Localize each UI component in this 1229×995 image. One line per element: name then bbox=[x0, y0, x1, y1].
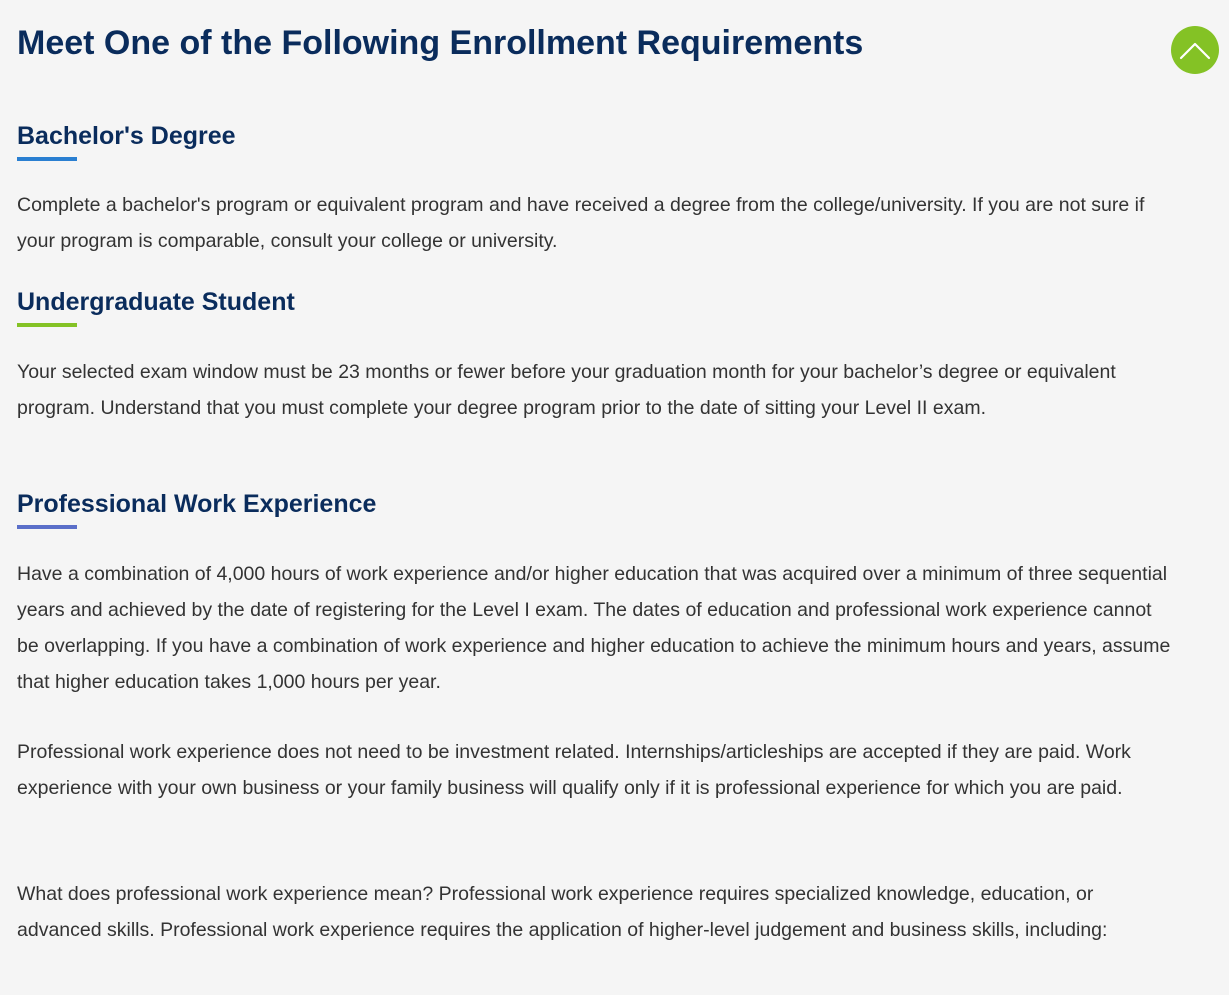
heading-underline bbox=[17, 525, 77, 529]
section-heading-undergraduate-student: Undergraduate Student bbox=[17, 288, 295, 316]
section-undergraduate-student bbox=[17, 286, 1177, 327]
section-bachelors-degree bbox=[17, 120, 1177, 161]
section-heading-bachelors-degree: Bachelor's Degree bbox=[17, 122, 236, 150]
professional-work-experience-paragraph-3: What does professional work experience mean? Professional work experience requires specialized knowledge, education, or advanced skills. Professional work experience requires the application of higher-level judgement and business skills, including: bbox=[17, 883, 1108, 941]
section-heading-professional-work-experience: Professional Work Experience bbox=[17, 490, 377, 518]
bachelors-degree-paragraph: Complete a bachelor's program or equivalent program and have received a degree from the college/university. If you are not sure if your program is comparable, consult your college or university. bbox=[17, 194, 1145, 252]
section-professional-work-experience bbox=[17, 488, 1177, 529]
heading-underline bbox=[17, 157, 77, 161]
chevron-up-icon bbox=[1178, 39, 1212, 61]
professional-work-experience-paragraph-1: Have a combination of 4,000 hours of work experience and/or higher education that was acquired over a minimum of three sequential years and achieved by the date of registering for the Level I exam. The dates of education and professional work experience cannot be overlapping. If you have a combination of work experience and higher education to achieve the minimum hours and years, assume that higher education takes 1,000 hours per year. bbox=[17, 563, 1171, 693]
heading-underline bbox=[17, 323, 77, 327]
page-title: Meet One of the Following Enrollment Requirements bbox=[17, 24, 864, 62]
scroll-to-top-button[interactable] bbox=[1171, 26, 1219, 74]
undergraduate-student-paragraph: Your selected exam window must be 23 months or fewer before your graduation month for your bachelor’s degree or equivalent program. Understand that you must complete your degree program prior to the date of sitting your Level II exam. bbox=[17, 361, 1116, 419]
professional-work-experience-paragraph-2: Professional work experience does not need to be investment related. Internships/articleships are accepted if they are paid. Work experience with your own business or your family business will qualify only if it is professional experience for which you are paid. bbox=[17, 741, 1131, 799]
